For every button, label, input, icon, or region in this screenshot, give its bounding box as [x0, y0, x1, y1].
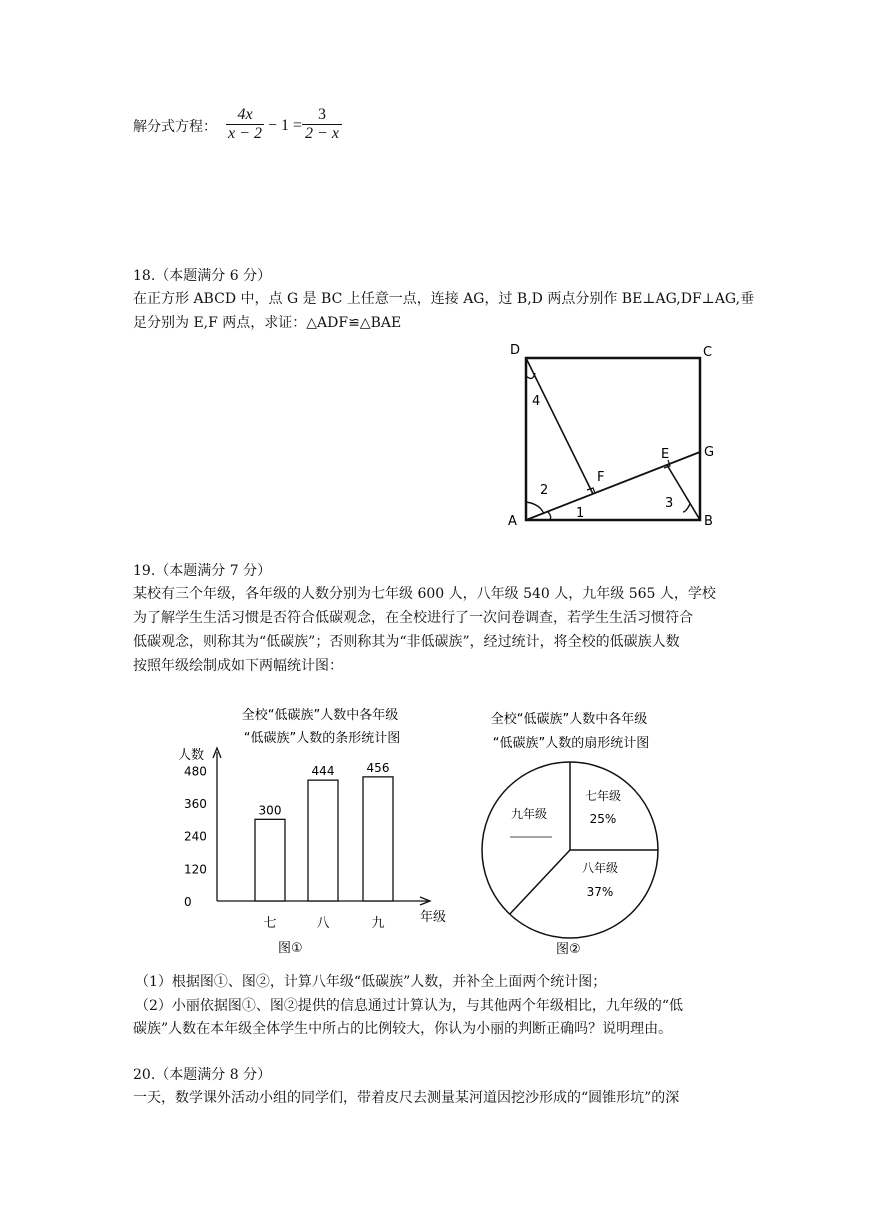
- pie-slice-label: 八年级: [581, 861, 619, 875]
- fraction-2: [302, 106, 342, 143]
- bar-chart-xlabel: 年级: [420, 910, 447, 925]
- q19-header: 19.（本题满分 7 分）: [133, 563, 272, 579]
- q17-label: 解分式方程：: [133, 119, 217, 135]
- label-angle-2: 2: [540, 483, 549, 498]
- q19-para-4: 按照年级绘制成如下两幅统计图：: [133, 658, 343, 674]
- fraction-1: [226, 106, 264, 143]
- q19-para-1: 某校有三个年级，各年级的人数分别为七年级 600 人，八年级 540 人，九年级 565 人，学校: [133, 586, 716, 602]
- label-b: B: [704, 514, 713, 529]
- label-c: C: [703, 345, 713, 360]
- segment-ag: [526, 452, 700, 520]
- minus-one-equals: − 1 =: [268, 117, 303, 134]
- segment-df: [526, 358, 593, 494]
- bar-九: [363, 777, 393, 901]
- y-tick-label: 240: [184, 829, 207, 844]
- x-tick-label: 九: [371, 916, 385, 931]
- angle-3-arc: [683, 504, 690, 512]
- label-g: G: [704, 445, 715, 460]
- bar-chart-title-1: 全校“低碳族”人数中各年级: [241, 708, 399, 723]
- q19-para-3: 低碳观念，则称其为“低碳族”；否则称其为“非低碳族”，经过统计，将全校的低碳族人数: [133, 634, 680, 650]
- bar-chart-caption: 图①: [278, 941, 303, 956]
- bar-七: [255, 819, 285, 901]
- fraction-2-numerator: 3: [318, 106, 326, 123]
- q20-header: 20.（本题满分 8 分）: [133, 1067, 272, 1083]
- pie-slice-value: 37%: [586, 885, 614, 899]
- pie-chart-title-1: 全校“低碳族”人数中各年级: [490, 712, 648, 727]
- square-geometry-figure: [500, 340, 740, 530]
- q19-question-1: （1）根据图①、图②，计算八年级“低碳族”人数，并补全上面两个统计图；: [135, 974, 607, 990]
- fraction-2-denominator: 2 − x: [302, 124, 342, 143]
- label-angle-3: 3: [665, 496, 674, 511]
- bar-data-label: 444: [311, 764, 335, 779]
- label-a: A: [508, 514, 517, 529]
- angle-2-arc: [526, 502, 544, 514]
- label-angle-4: 4: [532, 394, 541, 409]
- pie-slice-value: 25%: [589, 812, 617, 826]
- q18-header: 18.（本题满分 6 分）: [133, 268, 272, 284]
- label-d: D: [510, 343, 521, 358]
- bar-chart-title-2: “低碳族”人数的条形统计图: [243, 731, 401, 746]
- bar-data-label: 456: [366, 760, 390, 775]
- y-tick-label: 0: [184, 895, 192, 909]
- bar-data-label: 300: [258, 803, 282, 818]
- pie-slice-label: 七年级: [584, 789, 622, 803]
- pie-slice-label: 九年级: [510, 807, 548, 821]
- fraction-1-denominator: x − 2: [226, 124, 264, 143]
- pie-chart-title-2: “低碳族”人数的扇形统计图: [492, 736, 650, 751]
- q19-question-2b: 碳族”人数在本年级全体学生中所占的比例较大，你认为小丽的判断正确吗？说明理由。: [133, 1021, 673, 1037]
- q19-para-2: 为了解学生生活习惯是否符合低碳观念，在全校进行了一次问卷调查，若学生生活习惯符合: [133, 610, 693, 626]
- label-f: F: [597, 470, 605, 485]
- y-tick-label: 480: [184, 764, 207, 779]
- square-abcd: [526, 358, 700, 520]
- bar-chart: [170, 700, 460, 962]
- q19-question-2a: （2）小丽依据图①、图②提供的信息通过计算认为，与其他两个年级相比，九年级的“低: [135, 998, 684, 1014]
- label-e: E: [661, 447, 670, 462]
- pie-chart: [470, 700, 680, 962]
- bar-chart-ylabel: 人数: [178, 748, 205, 763]
- x-tick-label: 八: [316, 916, 330, 931]
- y-tick-label: 120: [184, 862, 207, 877]
- q18-line-2: 足分别为 E,F 两点，求证：△ADF≌△BAE: [133, 315, 402, 331]
- pie-chart-caption: 图②: [556, 942, 581, 957]
- label-angle-1: 1: [576, 506, 585, 521]
- x-tick-label: 七: [263, 916, 277, 931]
- q18-line-1: 在正方形 ABCD 中，点 G 是 BC 上任意一点，连接 AG，过 B,D 两点分别作 BE⊥AG,DF⊥AG,垂: [133, 291, 755, 307]
- bar-八: [308, 780, 338, 901]
- y-tick-label: 360: [184, 797, 207, 811]
- fraction-1-numerator: 4x: [237, 106, 253, 123]
- q20-line-1: 一天，数学课外活动小组的同学们，带着皮尺去测量某河道因挖沙形成的“圆锥形坑”的深: [133, 1090, 680, 1106]
